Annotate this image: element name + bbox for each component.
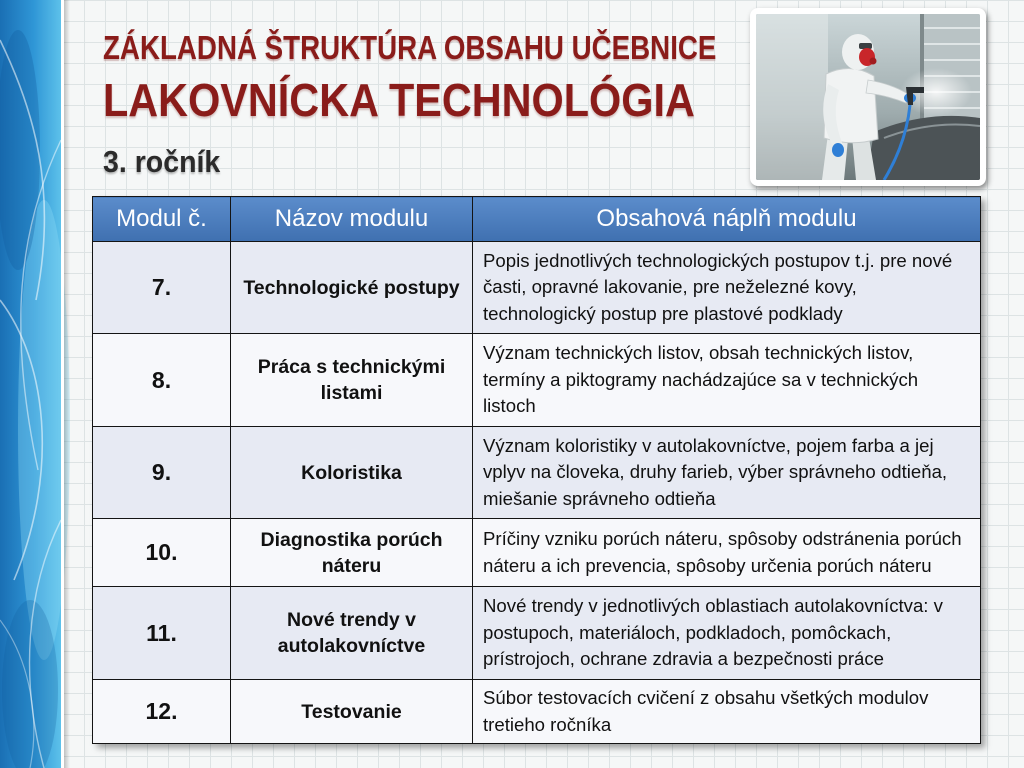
side-band-graphic [0, 0, 70, 768]
module-name: Testovanie [231, 680, 473, 744]
module-name: Práca s technickými listami [231, 334, 473, 427]
table-row [93, 587, 981, 680]
table-row [93, 334, 981, 427]
header-module-number: Modul č. [93, 197, 231, 242]
table-row [93, 242, 981, 334]
module-number: 11. [93, 587, 231, 680]
module-number: 12. [93, 680, 231, 744]
table-row [93, 427, 981, 519]
module-content: Popis jednotlivých technologických postupov t.j. pre nové časti, opravné lakovanie, pre neželezné kovy, technologický postup pre plastové podklady [473, 242, 981, 334]
module-content: Súbor testovacích cvičení z obsahu všetkých modulov tretieho ročníka [473, 680, 981, 744]
module-content: Príčiny vzniku porúch náteru, spôsoby odstránenia porúch náteru a ich prevencia, spôsoby určenia porúch náteru [473, 519, 981, 587]
glove [832, 143, 844, 157]
header-module-name: Názov modulu [231, 197, 473, 242]
table-header-row [93, 197, 981, 242]
painter-photo [750, 8, 986, 186]
modules-table [92, 196, 980, 744]
header-module-content: Obsahová náplň modulu [473, 197, 981, 242]
table-row [93, 519, 981, 587]
table-row [93, 680, 981, 744]
module-number: 7. [93, 242, 231, 334]
module-content: Význam technických listov, obsah technických listov, termíny a piktogramy nachádzajúce sa v technických listoch [473, 334, 981, 427]
decorative-side-band [0, 0, 70, 768]
slide-main-title: LAKOVNÍCKA TECHNOLÓGIA [103, 74, 695, 126]
slide-subtitle: 3. ročník [103, 144, 221, 179]
module-name: Koloristika [231, 427, 473, 519]
module-name: Technologické postupy [231, 242, 473, 334]
module-number: 9. [93, 427, 231, 519]
painter-photo-graphic [756, 14, 980, 180]
module-name: Diagnostika porúch náteru [231, 519, 473, 587]
module-content: Nové trendy v jednotlivých oblastiach autolakovníctva: v postupoch, materiáloch, podkladoch, pomôckach, prístrojoch, ochrane zdravia a bezpečnosti práce [473, 587, 981, 680]
slide-title: ZÁKLADNÁ ŠTRUKTÚRA OBSAHU UČEBNICE [103, 29, 717, 66]
module-content: Význam koloristiky v autolakovníctve, pojem farba a jej vplyv na človeka, druhy farieb, výber správneho odtieňa, miešanie správneho odtieňa [473, 427, 981, 519]
modules-table-grid [92, 196, 981, 744]
module-number: 8. [93, 334, 231, 427]
module-name: Nové trendy v autolakovníctve [231, 587, 473, 680]
module-number: 10. [93, 519, 231, 587]
